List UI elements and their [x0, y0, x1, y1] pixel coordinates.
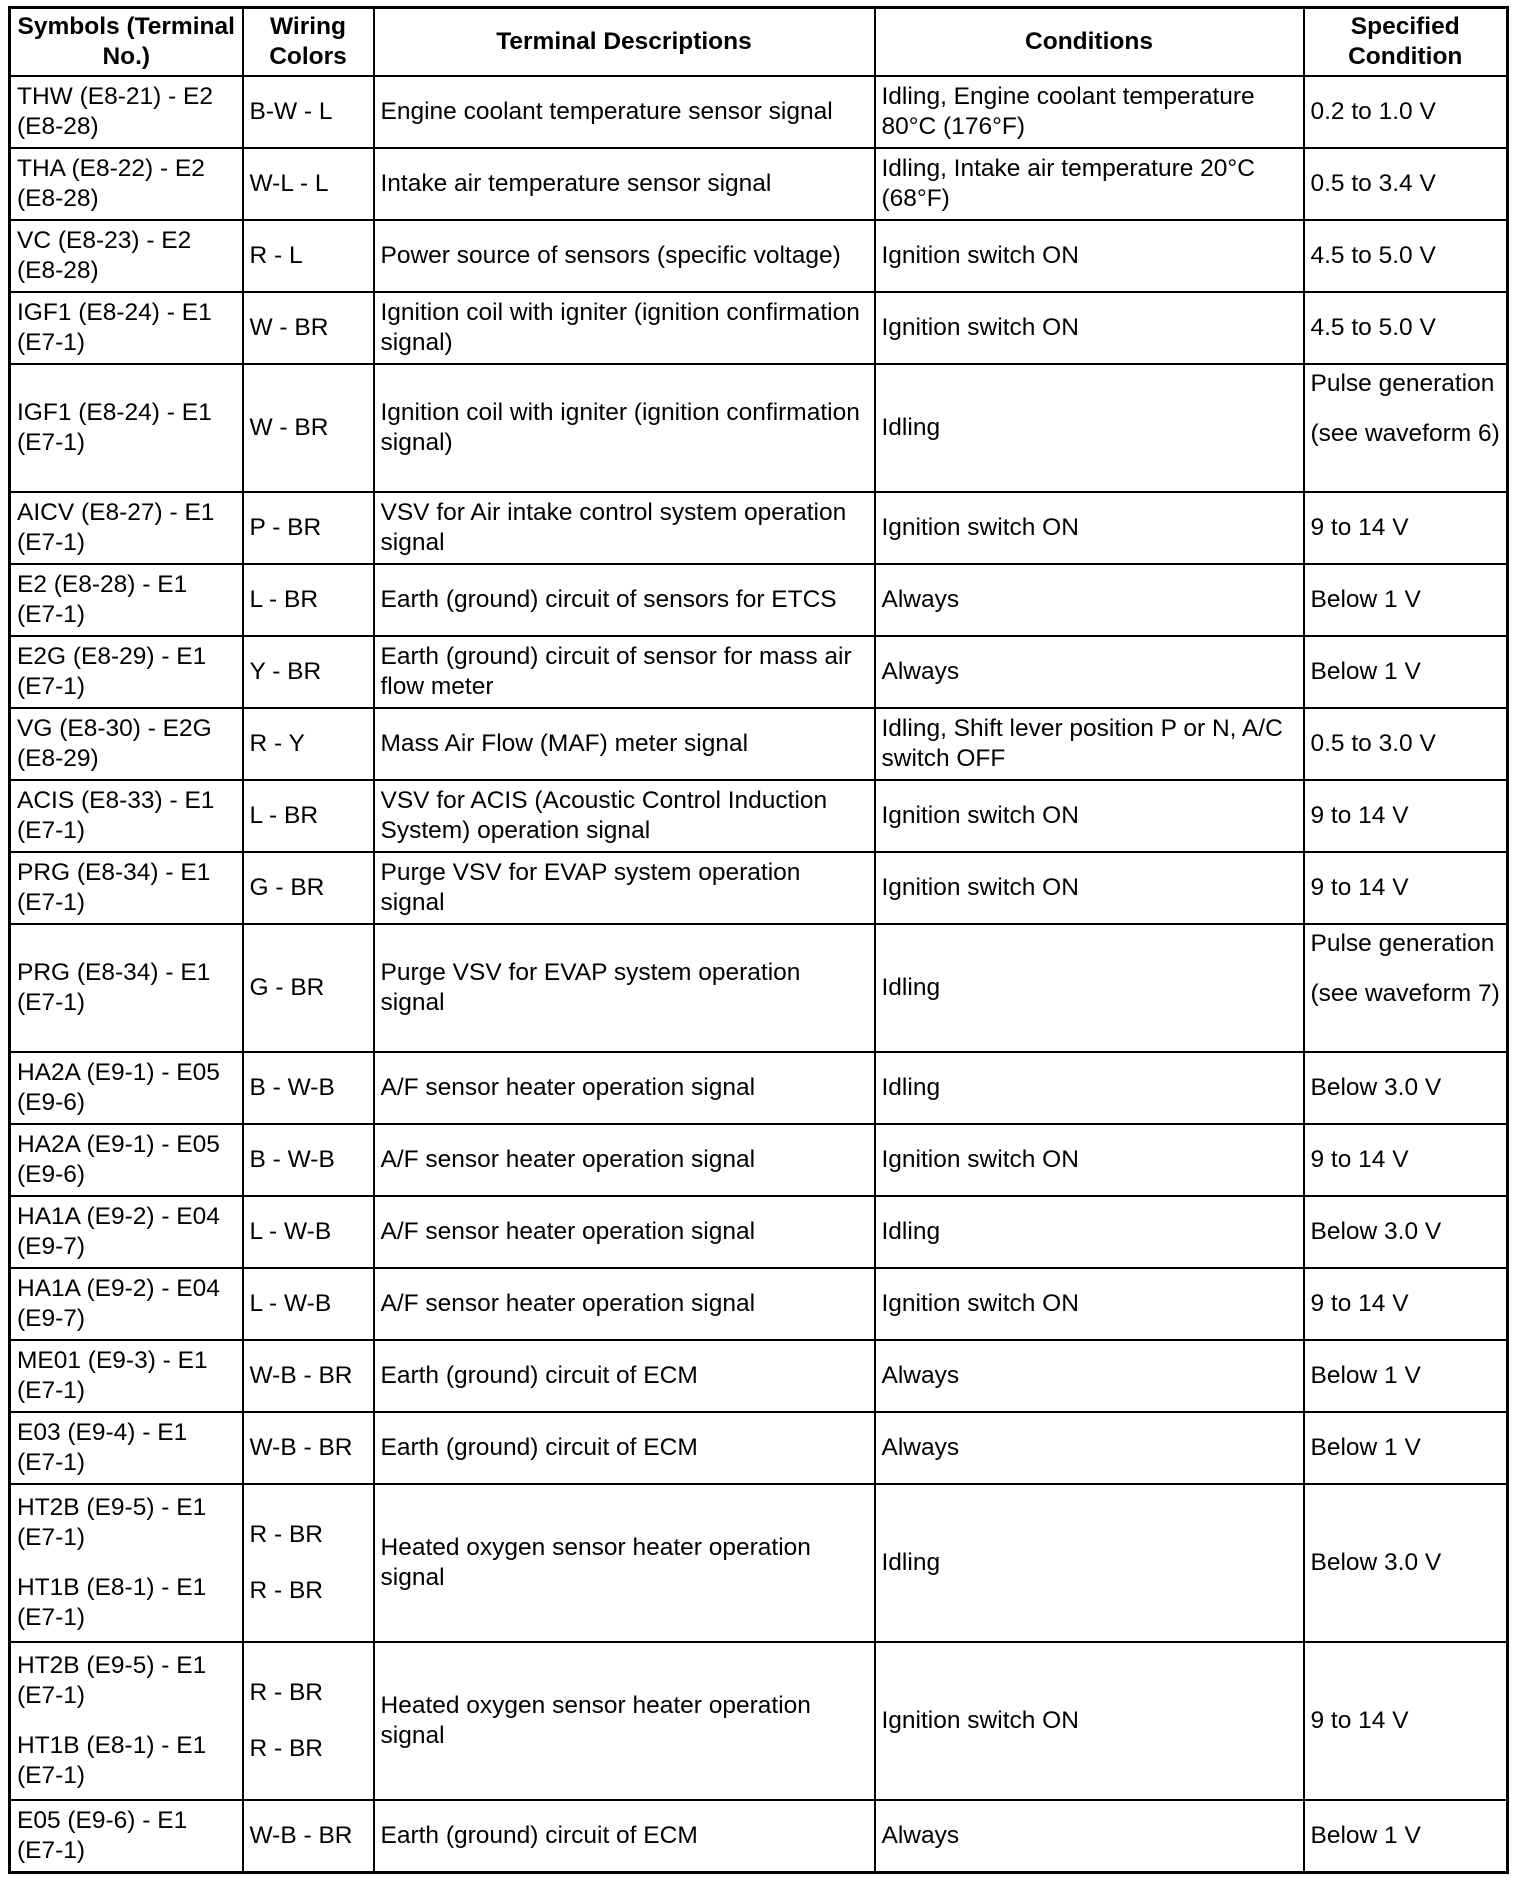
wiring-cell: B-W - L — [243, 76, 374, 148]
header-conditions: Conditions — [875, 8, 1304, 77]
symbol-cell: E2G (E8-29) - E1 (E7-1) — [10, 636, 243, 708]
description-cell: Earth (ground) circuit of sensors for ETCS — [374, 564, 875, 636]
condition-cell: Ignition switch ON — [875, 1642, 1304, 1800]
wiring-cell: W - BR — [243, 364, 374, 492]
spec-cell: Below 1 V — [1304, 636, 1508, 708]
condition-cell: Always — [875, 1412, 1304, 1484]
wiring-cell: W-B - BR — [243, 1800, 374, 1872]
symbol-line: HT2B (E9-5) - E1 (E7-1) — [17, 1494, 207, 1551]
symbol-cell: PRG (E8-34) - E1 (E7-1) — [10, 852, 243, 924]
condition-cell: Idling, Shift lever position P or N, A/C switch OFF — [875, 708, 1304, 780]
spec-cell: 9 to 14 V — [1304, 1642, 1508, 1800]
condition-cell: Ignition switch ON — [875, 780, 1304, 852]
symbol-cell: E03 (E9-4) - E1 (E7-1) — [10, 1412, 243, 1484]
symbol-line: HT2B (E9-5) - E1 (E7-1) — [17, 1652, 207, 1709]
ecm-terminal-table — [8, 6, 1509, 1874]
wiring-line: R - BR — [249, 1577, 323, 1604]
condition-cell: Idling — [875, 1052, 1304, 1124]
table-row — [10, 1412, 1508, 1484]
description-cell: Mass Air Flow (MAF) meter signal — [374, 708, 875, 780]
table-row — [10, 1484, 1508, 1642]
symbol-cell: IGF1 (E8-24) - E1 (E7-1) — [10, 364, 243, 492]
description-cell: A/F sensor heater operation signal — [374, 1196, 875, 1268]
spec-cell: 0.2 to 1.0 V — [1304, 76, 1508, 148]
spec-cell: 9 to 14 V — [1304, 1124, 1508, 1196]
symbol-cell — [10, 1484, 243, 1642]
wiring-line: R - BR — [249, 1735, 323, 1762]
table-row — [10, 636, 1508, 708]
description-cell: Earth (ground) circuit of ECM — [374, 1340, 875, 1412]
header-row — [10, 8, 1508, 77]
symbol-cell: HA2A (E9-1) - E05 (E9-6) — [10, 1052, 243, 1124]
header-specified-condition: Specified Condition — [1304, 8, 1508, 77]
wiring-cell: L - BR — [243, 564, 374, 636]
spec-cell: 9 to 14 V — [1304, 1268, 1508, 1340]
description-cell: Engine coolant temperature sensor signal — [374, 76, 875, 148]
description-cell: Heated oxygen sensor heater operation signal — [374, 1484, 875, 1642]
condition-cell: Ignition switch ON — [875, 1268, 1304, 1340]
table-row — [10, 780, 1508, 852]
table-row — [10, 1268, 1508, 1340]
wiring-cell: L - W-B — [243, 1196, 374, 1268]
description-cell: A/F sensor heater operation signal — [374, 1052, 875, 1124]
table-row — [10, 76, 1508, 148]
symbol-cell: IGF1 (E8-24) - E1 (E7-1) — [10, 292, 243, 364]
spec-cell: 0.5 to 3.4 V — [1304, 148, 1508, 220]
description-cell: VSV for ACIS (Acoustic Control Induction System) operation signal — [374, 780, 875, 852]
symbol-cell: E05 (E9-6) - E1 (E7-1) — [10, 1800, 243, 1872]
header-symbols: Symbols (Terminal No.) — [10, 8, 243, 77]
wiring-cell: R - Y — [243, 708, 374, 780]
wiring-cell: P - BR — [243, 492, 374, 564]
symbol-cell: THA (E8-22) - E2 (E8-28) — [10, 148, 243, 220]
wiring-cell: W-L - L — [243, 148, 374, 220]
spec-cell: 9 to 14 V — [1304, 852, 1508, 924]
symbol-cell: HA1A (E9-2) - E04 (E9-7) — [10, 1268, 243, 1340]
symbol-cell: HA2A (E9-1) - E05 (E9-6) — [10, 1124, 243, 1196]
table-row — [10, 924, 1508, 1052]
spec-cell: Below 3.0 V — [1304, 1052, 1508, 1124]
spec-line: Pulse generation — [1310, 930, 1495, 957]
table-row — [10, 1642, 1508, 1800]
condition-cell: Ignition switch ON — [875, 852, 1304, 924]
condition-cell: Always — [875, 1800, 1304, 1872]
table-row — [10, 708, 1508, 780]
table-row — [10, 492, 1508, 564]
table-row — [10, 564, 1508, 636]
symbol-line: HT1B (E8-1) - E1 (E7-1) — [17, 1574, 207, 1631]
symbol-cell — [10, 1642, 243, 1800]
wiring-cell: Y - BR — [243, 636, 374, 708]
header-terminal-descriptions: Terminal Descriptions — [374, 8, 875, 77]
wiring-cell: L - W-B — [243, 1268, 374, 1340]
spec-cell: Below 3.0 V — [1304, 1196, 1508, 1268]
table-row — [10, 1124, 1508, 1196]
wiring-cell: R - L — [243, 220, 374, 292]
spec-cell: Below 1 V — [1304, 1800, 1508, 1872]
symbol-cell: VG (E8-30) - E2G (E8-29) — [10, 708, 243, 780]
spec-cell: Below 3.0 V — [1304, 1484, 1508, 1642]
description-cell: Earth (ground) circuit of sensor for mass air flow meter — [374, 636, 875, 708]
description-cell: VSV for Air intake control system operation signal — [374, 492, 875, 564]
spec-note: (see waveform 7) — [1310, 980, 1500, 1007]
symbol-cell: E2 (E8-28) - E1 (E7-1) — [10, 564, 243, 636]
symbol-cell: HA1A (E9-2) - E04 (E9-7) — [10, 1196, 243, 1268]
spec-line: Pulse generation — [1310, 370, 1495, 397]
wiring-cell — [243, 1484, 374, 1642]
wiring-cell: W-B - BR — [243, 1340, 374, 1412]
condition-cell: Always — [875, 564, 1304, 636]
description-cell: Heated oxygen sensor heater operation signal — [374, 1642, 875, 1800]
table-row — [10, 148, 1508, 220]
table-row — [10, 852, 1508, 924]
wiring-cell — [243, 1642, 374, 1800]
description-cell: Earth (ground) circuit of ECM — [374, 1412, 875, 1484]
table-row — [10, 292, 1508, 364]
condition-cell: Always — [875, 636, 1304, 708]
header-wiring-colors: Wiring Colors — [243, 8, 374, 77]
wiring-cell: B - W-B — [243, 1052, 374, 1124]
description-cell: Earth (ground) circuit of ECM — [374, 1800, 875, 1872]
description-cell: Power source of sensors (specific voltage) — [374, 220, 875, 292]
description-cell: Purge VSV for EVAP system operation signal — [374, 924, 875, 1052]
spec-cell: Below 1 V — [1304, 1340, 1508, 1412]
table-row — [10, 1196, 1508, 1268]
spec-cell — [1304, 364, 1508, 492]
wiring-line: R - BR — [249, 1521, 323, 1548]
condition-cell: Idling — [875, 364, 1304, 492]
condition-cell: Ignition switch ON — [875, 220, 1304, 292]
description-cell: Intake air temperature sensor signal — [374, 148, 875, 220]
description-cell: Ignition coil with igniter (ignition confirmation signal) — [374, 292, 875, 364]
wiring-cell: W-B - BR — [243, 1412, 374, 1484]
symbol-cell: VC (E8-23) - E2 (E8-28) — [10, 220, 243, 292]
condition-cell: Idling — [875, 1196, 1304, 1268]
condition-cell: Ignition switch ON — [875, 492, 1304, 564]
condition-cell: Ignition switch ON — [875, 1124, 1304, 1196]
condition-cell: Idling, Engine coolant temperature 80°C (176°F) — [875, 76, 1304, 148]
description-cell: A/F sensor heater operation signal — [374, 1124, 875, 1196]
symbol-cell: THW (E8-21) - E2 (E8-28) — [10, 76, 243, 148]
wiring-cell: B - W-B — [243, 1124, 374, 1196]
wiring-cell: L - BR — [243, 780, 374, 852]
wiring-cell: W - BR — [243, 292, 374, 364]
wiring-line: R - BR — [249, 1679, 323, 1706]
spec-note: (see waveform 6) — [1310, 420, 1500, 447]
symbol-cell: PRG (E8-34) - E1 (E7-1) — [10, 924, 243, 1052]
condition-cell: Ignition switch ON — [875, 292, 1304, 364]
terminal-spec-sheet — [8, 6, 1506, 1876]
spec-cell: Below 1 V — [1304, 564, 1508, 636]
table-row — [10, 1052, 1508, 1124]
symbol-line: HT1B (E8-1) - E1 (E7-1) — [17, 1732, 207, 1789]
spec-cell: Below 1 V — [1304, 1412, 1508, 1484]
description-cell: Ignition coil with igniter (ignition confirmation signal) — [374, 364, 875, 492]
symbol-cell: ACIS (E8-33) - E1 (E7-1) — [10, 780, 243, 852]
condition-cell: Idling — [875, 1484, 1304, 1642]
description-cell: Purge VSV for EVAP system operation signal — [374, 852, 875, 924]
spec-cell: 4.5 to 5.0 V — [1304, 220, 1508, 292]
condition-cell: Idling, Intake air temperature 20°C (68°F) — [875, 148, 1304, 220]
spec-cell: 0.5 to 3.0 V — [1304, 708, 1508, 780]
table-row — [10, 1340, 1508, 1412]
wiring-cell: G - BR — [243, 852, 374, 924]
spec-cell: 4.5 to 5.0 V — [1304, 292, 1508, 364]
table-row — [10, 1800, 1508, 1872]
description-cell: A/F sensor heater operation signal — [374, 1268, 875, 1340]
spec-cell: 9 to 14 V — [1304, 492, 1508, 564]
table-row — [10, 220, 1508, 292]
table-row — [10, 364, 1508, 492]
symbol-cell: ME01 (E9-3) - E1 (E7-1) — [10, 1340, 243, 1412]
spec-cell — [1304, 924, 1508, 1052]
symbol-cell: AICV (E8-27) - E1 (E7-1) — [10, 492, 243, 564]
condition-cell: Always — [875, 1340, 1304, 1412]
wiring-cell: G - BR — [243, 924, 374, 1052]
spec-cell: 9 to 14 V — [1304, 780, 1508, 852]
condition-cell: Idling — [875, 924, 1304, 1052]
